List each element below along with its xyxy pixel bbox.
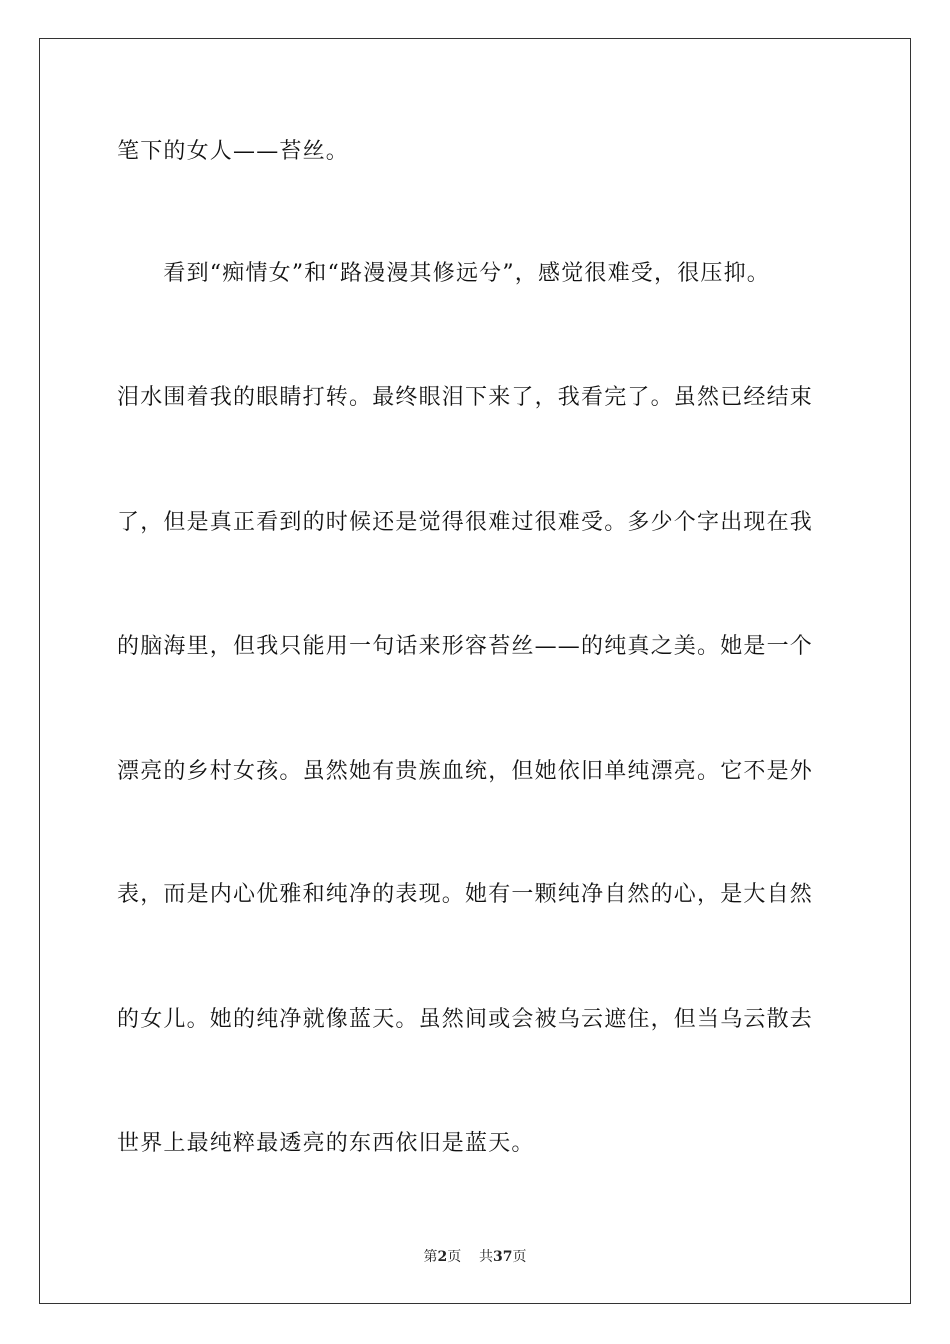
paragraph-line-8: 的女儿。她的纯净就像蓝天。虽然间或会被乌云遮住，但当乌云散去 bbox=[117, 1007, 814, 1032]
footer-page-prefix: 第 bbox=[423, 1249, 438, 1265]
paragraph-line-3: 泪水围着我的眼睛打转。最终眼泪下来了，我看完了。虽然已经结束 bbox=[117, 385, 814, 410]
paragraph-line-9: 世界上最纯粹最透亮的东西依旧是蓝天。 bbox=[117, 1131, 535, 1156]
footer-page-number: 2 bbox=[437, 1249, 448, 1265]
page-border bbox=[39, 38, 911, 1304]
paragraph-line-4: 了，但是真正看到的时候还是觉得很难过很难受。多少个字出现在我 bbox=[117, 510, 814, 535]
footer-total-suffix: 页 bbox=[512, 1249, 527, 1265]
paragraph-line-7: 表，而是内心优雅和纯净的表现。她有一颗纯净自然的心，是大自然 bbox=[117, 882, 814, 907]
paragraph-line-5: 的脑海里，但我只能用一句话来形容苔丝——的纯真之美。她是一个 bbox=[117, 634, 814, 659]
footer-total-prefix: 共 bbox=[479, 1249, 494, 1265]
paragraph-line-6: 漂亮的乡村女孩。虽然她有贵族血统，但她依旧单纯漂亮。它不是外 bbox=[117, 759, 814, 784]
paragraph-line-1: 笔下的女人——苔丝。 bbox=[117, 139, 350, 164]
page-footer bbox=[0, 1248, 950, 1266]
paragraph-line-2: 看到“痴情女”和“路漫漫其修远兮”，感觉很难受，很压抑。 bbox=[117, 261, 770, 286]
footer-page-suffix: 页 bbox=[447, 1249, 462, 1265]
footer-total-pages: 37 bbox=[493, 1249, 513, 1265]
